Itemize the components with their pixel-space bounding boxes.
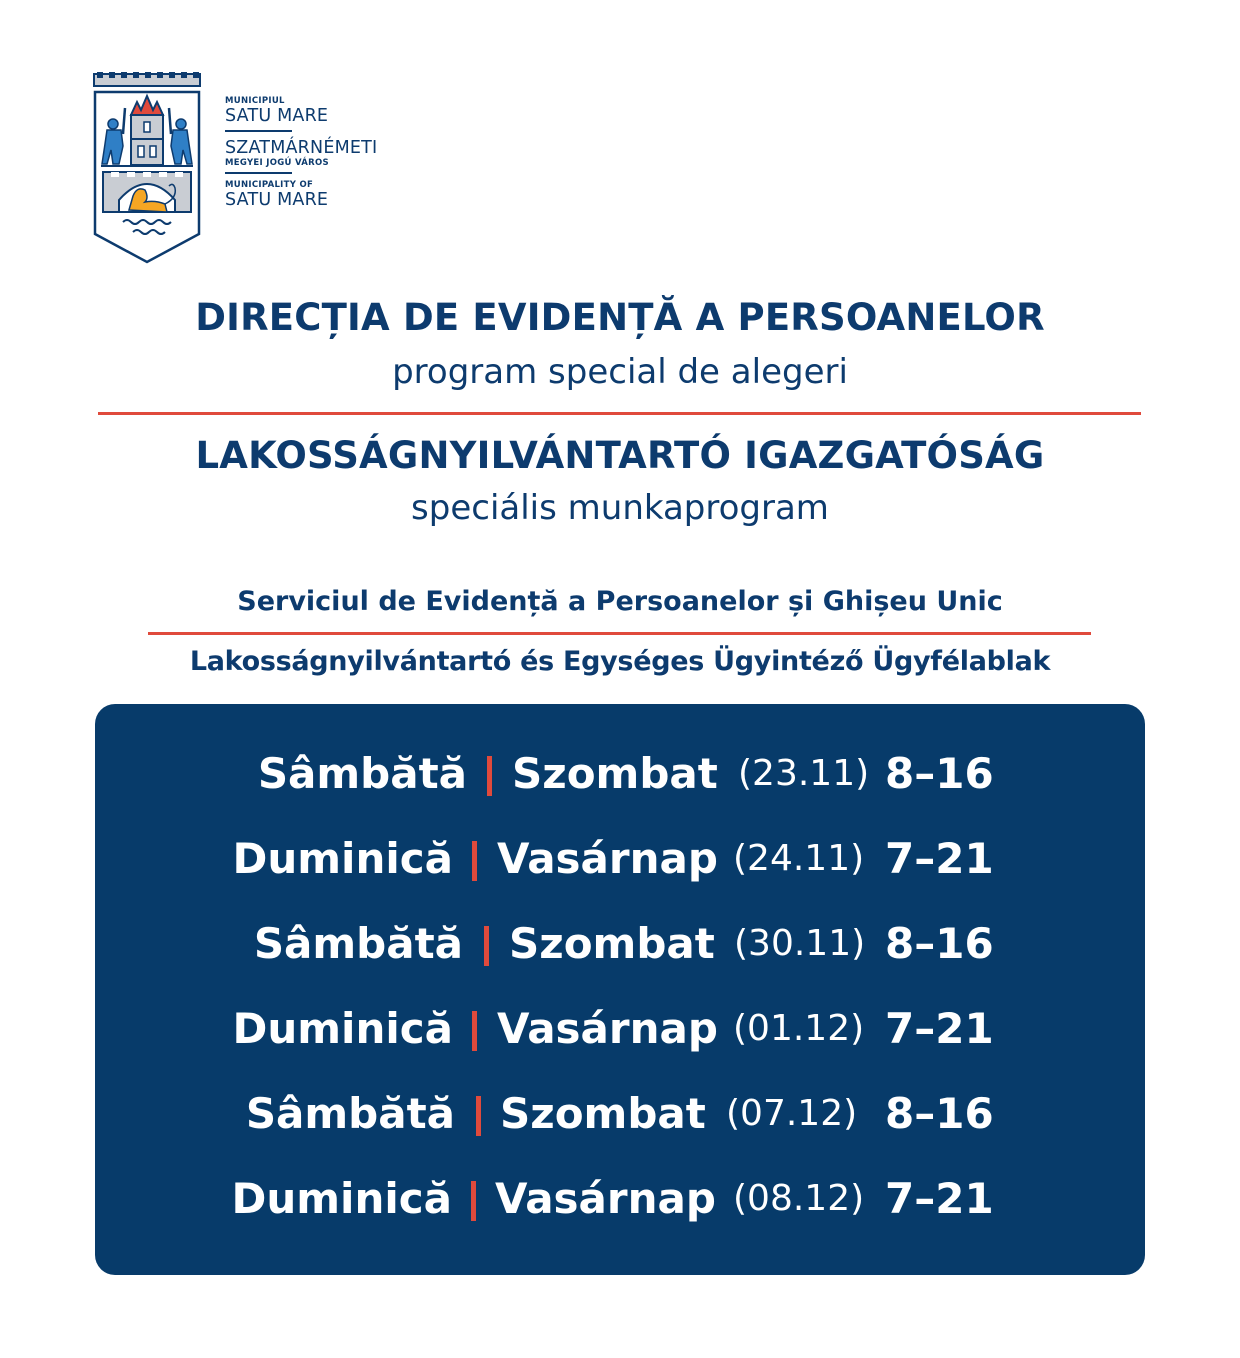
logo-text bbox=[225, 96, 377, 210]
day-ro: Duminică bbox=[231, 1174, 452, 1223]
schedule-row bbox=[95, 914, 1145, 974]
logo-line-municipality-of: MUNICIPALITY OF bbox=[225, 180, 314, 190]
hu-title: LAKOSSÁGNYILVÁNTARTÓ IGAZGATÓSÁG bbox=[195, 434, 1045, 477]
day-ro: Sâmbătă bbox=[253, 919, 463, 968]
day-hu: Vasárnap bbox=[495, 1174, 716, 1223]
day-hu: Szombat bbox=[512, 749, 718, 798]
service-hu: Lakosságnyilvántartó és Egységes Ügyintéző Ügyfélablak bbox=[189, 646, 1051, 677]
municipality-logo bbox=[93, 72, 423, 264]
separator-bar bbox=[471, 1181, 476, 1221]
date: (01.12) bbox=[733, 1008, 865, 1049]
ro-subtitle: program special de alegeri bbox=[392, 352, 848, 392]
logo-divider bbox=[225, 130, 292, 132]
day-hu: Vasárnap bbox=[497, 834, 718, 883]
ro-title: DIRECȚIA DE EVIDENȚĂ A PERSOANELOR bbox=[195, 296, 1045, 339]
day-ro: Duminică bbox=[232, 834, 453, 883]
separator-bar bbox=[472, 841, 477, 881]
date: (30.11) bbox=[734, 923, 866, 964]
day-ro: Duminică bbox=[232, 1004, 453, 1053]
day-ro: Sâmbătă bbox=[257, 749, 467, 798]
logo-line-megyei: MEGYEI JOGÚ VÁROS bbox=[225, 158, 329, 168]
day-hu: Vasárnap bbox=[497, 1004, 718, 1053]
schedule-panel bbox=[95, 704, 1145, 1275]
service-divider bbox=[148, 632, 1091, 635]
hu-subtitle: speciális munkaprogram bbox=[411, 488, 829, 528]
hours: 8–16 bbox=[885, 919, 994, 968]
schedule-row bbox=[95, 744, 1145, 804]
hours: 8–16 bbox=[885, 749, 994, 798]
separator-bar bbox=[476, 1096, 481, 1136]
day-ro: Sâmbătă bbox=[245, 1089, 455, 1138]
logo-line-szatmarnemeti: SZATMÁRNÉMETI bbox=[225, 138, 378, 158]
hours: 7–21 bbox=[885, 834, 994, 883]
day-hu: Szombat bbox=[500, 1089, 706, 1138]
date: (24.11) bbox=[733, 838, 865, 879]
separator-bar bbox=[484, 926, 489, 966]
coat-of-arms-icon bbox=[93, 72, 205, 264]
date: (23.11) bbox=[738, 753, 870, 794]
schedule-row bbox=[95, 829, 1145, 889]
hours: 7–21 bbox=[885, 1174, 994, 1223]
day-hu: Szombat bbox=[509, 919, 715, 968]
schedule-row bbox=[95, 999, 1145, 1059]
separator-bar bbox=[487, 756, 492, 796]
date: (08.12) bbox=[733, 1178, 865, 1219]
service-ro: Serviciul de Evidență a Persoanelor și Ghișeu Unic bbox=[237, 586, 1003, 617]
date: (07.12) bbox=[726, 1093, 858, 1134]
hours: 8–16 bbox=[885, 1089, 994, 1138]
separator-bar bbox=[472, 1011, 477, 1051]
schedule-row bbox=[95, 1169, 1145, 1229]
logo-line-municipiul: MUNICIPIUL bbox=[225, 96, 285, 106]
schedule-row bbox=[95, 1084, 1145, 1144]
logo-divider bbox=[225, 172, 292, 174]
title-divider bbox=[98, 412, 1141, 415]
logo-line-satu-mare-en: SATU MARE bbox=[225, 190, 329, 210]
logo-line-satu-mare: SATU MARE bbox=[225, 106, 329, 126]
hours: 7–21 bbox=[885, 1004, 994, 1053]
